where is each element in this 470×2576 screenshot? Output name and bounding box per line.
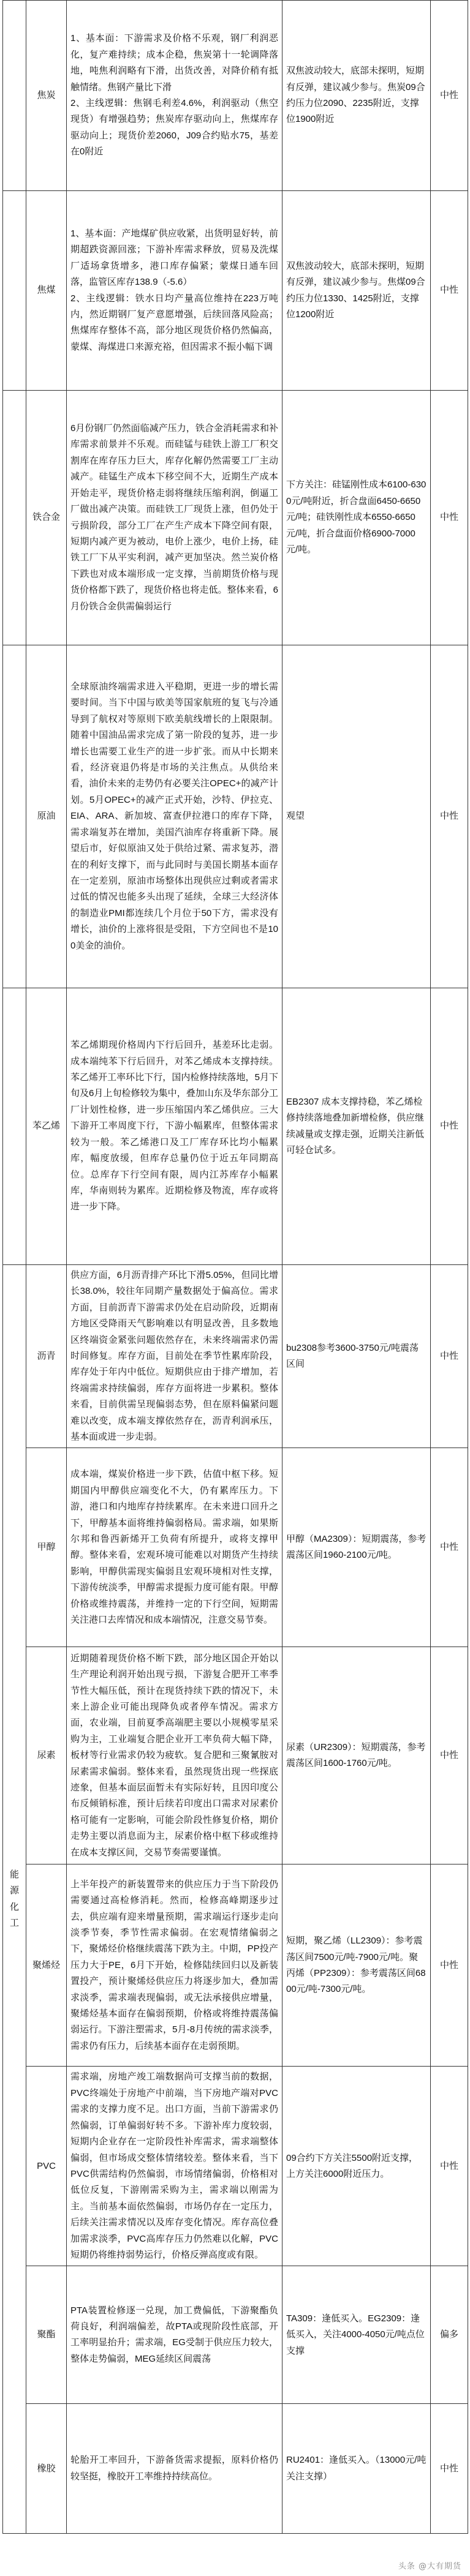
analysis-paragraph: 需求端，房地产竣工端数据尚可支撑当前的数据，PVC终端处于房地产中前端，当下房地产端对PVC需求的支撑力度不足。出口方面，当前下游需求仍然偏弱，订单偏弱好转不多。下游补库力度较弱，短期内企业存在一定阶段性补库需求，需求端整体偏弱，但市场成交整体情绪较差。整体来看，当下PVC供需结构仍然偏弱，市场情绪偏弱，价格相对低位反复，下游刚需采购为主，需求端以刚需为主。当前基本面依然偏弱，市场仍存在一定压力，后续关注需求情况以及库存变化情况。库存高位叠加需求淡季，PVC高库存压力仍然难以化解，PVC短期仍将维持弱势运行，价格反弹高度或有限。 [70, 2071, 278, 2260]
commodity-name: 橡胶 [26, 2404, 67, 2534]
strategy-cell: EB2307 成本支撑持稳，苯乙烯检修持续落地叠加新增检修，供应继续减量或支撑走强，近期关注新低可轻仓试多。 [282, 988, 431, 1265]
rating-cell: 中性 [431, 2067, 468, 2266]
commodity-name: 铁合金 [26, 391, 67, 645]
strategy-cell: 下方关注：硅锰刚性成本6100-6300元/吨附近，折合盘面6450-6650元/吨；硅铁刚性成本6550-6650元/吨，折合盘面价格6900-7000元/吨。 [282, 391, 431, 645]
table-row [3, 1647, 468, 1864]
analysis-paragraph: 全球原油终端需求进入平稳期，更进一步的增长需要时间。当下中国与欧美等国家航班的复飞与冷通导到了航权对等原则下欧美航线增长的上限限制。随着中国油品需求完成了第一阶段的复苏，进一步增长也需要工业生产的进一步扩张。而从中长期来看，经济衰退仍将是市场的关注焦点。从供给来看，油价未来的走势仍有必要关注OPEC+的减产计划。5月OPEC+的减产正式开始，沙特、伊拉克、EIA、ARA、新加坡、富查伊拉港口的库存下降，需求端复苏在增加，美国汽油库存将重新下降。展望后市，好似原油又处于供给过紧、需求复苏，潜在的利好支撑下，而与此同时与美国长期基本面存在一定差别，原油市场整体出现供应过剩或者需求过低的情况也能多头出现了延续，全球三大经济体的制造业PMI都连续几个月位于50下方，需求没有增长，油价的上涨将很是受阻，下方空间也不是100美金的油价。 [70, 682, 278, 951]
commodity-name: 焦炭 [26, 1, 67, 191]
analysis-cell [67, 1, 282, 191]
analysis-paragraph: 2、主线逻辑：铁水日均产量高位维持在223万吨内，然近期钢厂复产意愿增强，后续回落风险高；焦煤库存整体不高，部分地区现货价格仍然偏高，蒙煤、海煤进口来源充裕，但因需求不振小幅下调 [70, 293, 278, 352]
commodity-name: 原油 [26, 645, 67, 988]
commodity-table [2, 0, 468, 2534]
sector-cell-empty [3, 191, 26, 391]
rating-cell: 偏多 [431, 2266, 468, 2404]
rating-cell: 中性 [431, 645, 468, 988]
analysis-paragraph: 上半年投产的新装置带来的供应压力于当下阶段仍需要通过高检修消耗。然而，检修高峰期逐步过去，供应端有迎来增量预期，需求端运行逐步走向淡季节奏，季节性需求偏弱。在宏观情绪偏弱之下，聚烯烃价格继续震荡下跌为主。中期，PP投产压力大于PE，6月下开始，检修陆续回归以及新装置投产，预计聚烯烃供应压力将逐步加大，叠加需求淡季，需求端表现偏弱，或无法承接供应增量，聚烯烃基本面存在偏弱预期，价格或将维持震荡偏弱运行。下游注塑需求，5月-8月传统的需求淡季，需求仍有压力，后续基本面存在走弱预期。 [70, 1879, 278, 2051]
rating-cell: 中性 [431, 2404, 468, 2534]
table-row [3, 1, 468, 191]
commodity-name: 沥青 [26, 1265, 67, 1448]
analysis-paragraph: 1、基本面：产地煤矿供应收紧，出货明显好转，前期超跌资源回涨；下游补库需求释放，贸易及洗煤厂适场拿货增多，港口库存偏紧；蒙煤日通车回落，监管区库存138.9（-5.6） [70, 228, 278, 288]
strategy-cell: 甲醇（MA2309）：短期震荡，参考震荡区间1960-2100元/吨。 [282, 1448, 431, 1647]
watermark: 头条 @大有期货 [398, 2562, 461, 2571]
analysis-cell [67, 1647, 282, 1864]
strategy-cell: 09合约下方关注5500附近支撑，上方关注6000附近压力。 [282, 2067, 431, 2266]
commodity-name: 焦煤 [26, 191, 67, 391]
strategy-cell: 双焦波动较大，底部未探明，短期有反弹，建议减少参与。焦炭09合约压力位2090、2235附近，支撑位1900附近 [282, 1, 431, 191]
analysis-paragraph: 成本端，煤炭价格进一步下跌，估值中枢下移。短期国内甲醇供应端变化不大，仍有累库压力。下游，港口和内地库存持续累库。在未来进口回升之下，甲醇基本面将维持偏弱格局。需求端，如果斯尔邦和鲁西新烯开工负荷有所提升，或将支撑甲醇。整体来看，宏观环境可能难以对期货产生持续影响，甲醇供需现实偏弱且宏观环境相对性支撑，下游传统淡季，甲醇需求提振力度可能有限。甲醇价格或维持震荡，并维持一定的下行空间，短期需关注港口去库情况和成本端情况，注意交易节奏。 [70, 1469, 278, 1626]
analysis-cell [67, 645, 282, 988]
sector-cell-empty [3, 645, 26, 988]
strategy-cell: TA309：逢低买入。EG2309：逢低买入，关注4000-4050元/吨点位支撑 [282, 2266, 431, 2404]
strategy-cell: 短期，聚乙烯（LL2309）：参考震荡区间7500元/吨-7900元/吨。聚丙烯（PP2309）：参考震荡区间6800元/吨-7300元/吨。 [282, 1864, 431, 2067]
analysis-cell [67, 391, 282, 645]
analysis-cell [67, 988, 282, 1265]
commodity-name: 甲醇 [26, 1448, 67, 1647]
table-body [3, 1, 468, 2534]
commodity-name: 聚酯 [26, 2266, 67, 2404]
rating-cell: 中性 [431, 191, 468, 391]
analysis-paragraph: 苯乙烯期现价格周内下行后回升，基差环比走弱。成本端纯苯下行后回升，对苯乙烯成本支撑持续。苯乙烯开工率环比下行，国内检修持续落地，5月下旬及6月上旬检修较为集中，叠加山东及华东部分工厂计划性检修，进一步压缩国内苯乙烯供应。三大下游开工率周度下行，下游小幅累库，但整体需求较为一般。苯乙烯港口及工厂库存环比均小幅累库，幅度放缓，但库存总量仍位于近五年同期高位。总库存下行空间有限，周内江苏库存小幅累库，华南则转为累库。近期检修及物流，库存或将进一步下降。 [70, 1040, 278, 1212]
analysis-cell [67, 1265, 282, 1448]
strategy-cell: 尿素（UR2309）：短期震荡，参考震荡区间1600-1760元/吨。 [282, 1647, 431, 1864]
rating-cell: 中性 [431, 1265, 468, 1448]
analysis-paragraph: 近期随着现货价格不断下跌，部分地区国企开始以生产理论利润开始出现亏损，下游复合肥开工率季节性大幅压低，预计在现货持续下跌的情况下，未来上游企业可能出现降负或者停车情况。需求方面，农业端，目前夏季高端肥主要以小规模零星采购为主，工业端复合肥企业开工率负荷大幅下降，板材等行业需求仍较为疲软。复合肥和三聚氰胺对尿素需求偏弱。整体来看，虽然现货出现一些探底迹象，但基本面层面暂未有实际好转，且因印度公布反倾销标准，预计后续若印度出口需求对尿素价格可能有一定影响，可能会阶段性修复价格，期价走势主要以消息面为主，尿素价格中枢下移或维持在成本支撑区间，交易节奏需要谨慎。 [70, 1653, 278, 1858]
rating-cell: 中性 [431, 988, 468, 1265]
table-row [3, 391, 468, 645]
analysis-paragraph: 2、主线逻辑：焦钢毛利差4.6%，利润驱动（焦空现货）有增强趋势；焦炭库存驱动向上，焦煤库存驱动向上；现货价差2060，J09合约贴水75，基差在0附近 [70, 98, 278, 157]
table-row [3, 645, 468, 988]
table-row [3, 2266, 468, 2404]
analysis-paragraph: 6月份钢厂仍然面临减产压力，铁合金消耗需求和补库需求前景并不乐观。而硅锰与硅铁上游工厂积交割库在库存压力巨大，库存化解仍然需要工厂主动减产。硅锰生产成本下移空间不大，近期生产成本开始走平，现货价格走弱将继续压缩利润，倒逼工厂做出减产决策。而硅铁工厂现货上涨，但仍处于亏损阶段，部分工厂在产生产成本下降空间有限，短期内减产更为被动，电价上涨少，电价上扬，硅铁工厂下从平实利润，减产更加坚决。然兰炭价格下跌也对成本端形成一定支撑，当前期货价格与现货价格都下跌了，现货价格也将走低。整体来看，6月份铁合金供需偏弱运行 [70, 423, 278, 612]
table-row [3, 2067, 468, 2266]
commodity-name: 聚烯烃 [26, 1864, 67, 2067]
rating-cell: 中性 [431, 1448, 468, 1647]
analysis-cell [67, 2266, 282, 2404]
analysis-paragraph: 1、基本面：下游需求及价格不乐观，钢厂利润恶化，复产难持续；成本企稳，焦炭第十一轮调降落地，吨焦利润略有下滑，出货改善，对降价稍有抵触情绪。焦钢产量比下滑 [70, 33, 278, 92]
sector-cell-empty [3, 391, 26, 645]
table-row [3, 2404, 468, 2534]
table-row [3, 191, 468, 391]
analysis-cell [67, 2067, 282, 2266]
rating-cell: 中性 [431, 1647, 468, 1864]
rating-cell: 中性 [431, 1864, 468, 2067]
analysis-paragraph: PTA装置检修逐一兑现，加工费偏低，下游聚酯负荷良好，利润端偏差，故PTA或现阶段性底部，开工率明显抬升；需求端，EG受制于供应压力较大，整体走势偏弱，MEG延续区间震荡 [70, 2305, 278, 2364]
table-row [3, 988, 468, 1265]
table-row [3, 1265, 468, 1448]
commodity-name: 苯乙烯 [26, 988, 67, 1265]
analysis-cell [67, 2404, 282, 2534]
analysis-paragraph: 轮胎开工率回升，下游备货需求提振，原料价格仍较坚挺，橡胶开工率维持持续高位。 [70, 2455, 278, 2482]
sector-label: 能源化工 [3, 1265, 26, 2534]
table-row [3, 1448, 468, 1647]
rating-cell: 中性 [431, 391, 468, 645]
analysis-cell [67, 1448, 282, 1647]
strategy-cell: 观望 [282, 645, 431, 988]
commodity-name: 尿素 [26, 1647, 67, 1864]
table-row [3, 1864, 468, 2067]
strategy-cell: bu2308参考3600-3750元/吨震荡区间 [282, 1265, 431, 1448]
strategy-cell: RU2401：逢低买入。（13000元/吨关注支撑） [282, 2404, 431, 2534]
analysis-cell [67, 191, 282, 391]
commodity-name: PVC [26, 2067, 67, 2266]
sector-cell-empty [3, 988, 26, 1265]
sector-cell-empty [3, 1, 26, 191]
strategy-cell: 双焦波动较大，底部未探明，短期有反弹，建议减少参与。焦煤09合约压力位1330、1425附近，支撑位1200附近 [282, 191, 431, 391]
analysis-paragraph: 供应方面，6月沥青排产环比下滑5.05%，但同比增长38.0%，较往年同期产量数据处于偏高位。需求方面，目前沥青下游需求仍处在启动阶段，近期南方地区受降雨天气影响难以有明显改善，且多数地区终端资金紧张问题依然存在，未来终端需求仍需时间修复。库存方面，目前处在季节性累库阶段，库存处于年内中低位。短期供应由于排产增加，若终端需求持续偏弱，库存方面将进一步累积。整体来看，目前供需呈现偏弱态势，但在原料偏紧问题难以改变，成本端支撑依然存在，沥青利润承压，基本面或进一步走弱。 [70, 1270, 278, 1443]
analysis-cell [67, 1864, 282, 2067]
rating-cell: 中性 [431, 1, 468, 191]
